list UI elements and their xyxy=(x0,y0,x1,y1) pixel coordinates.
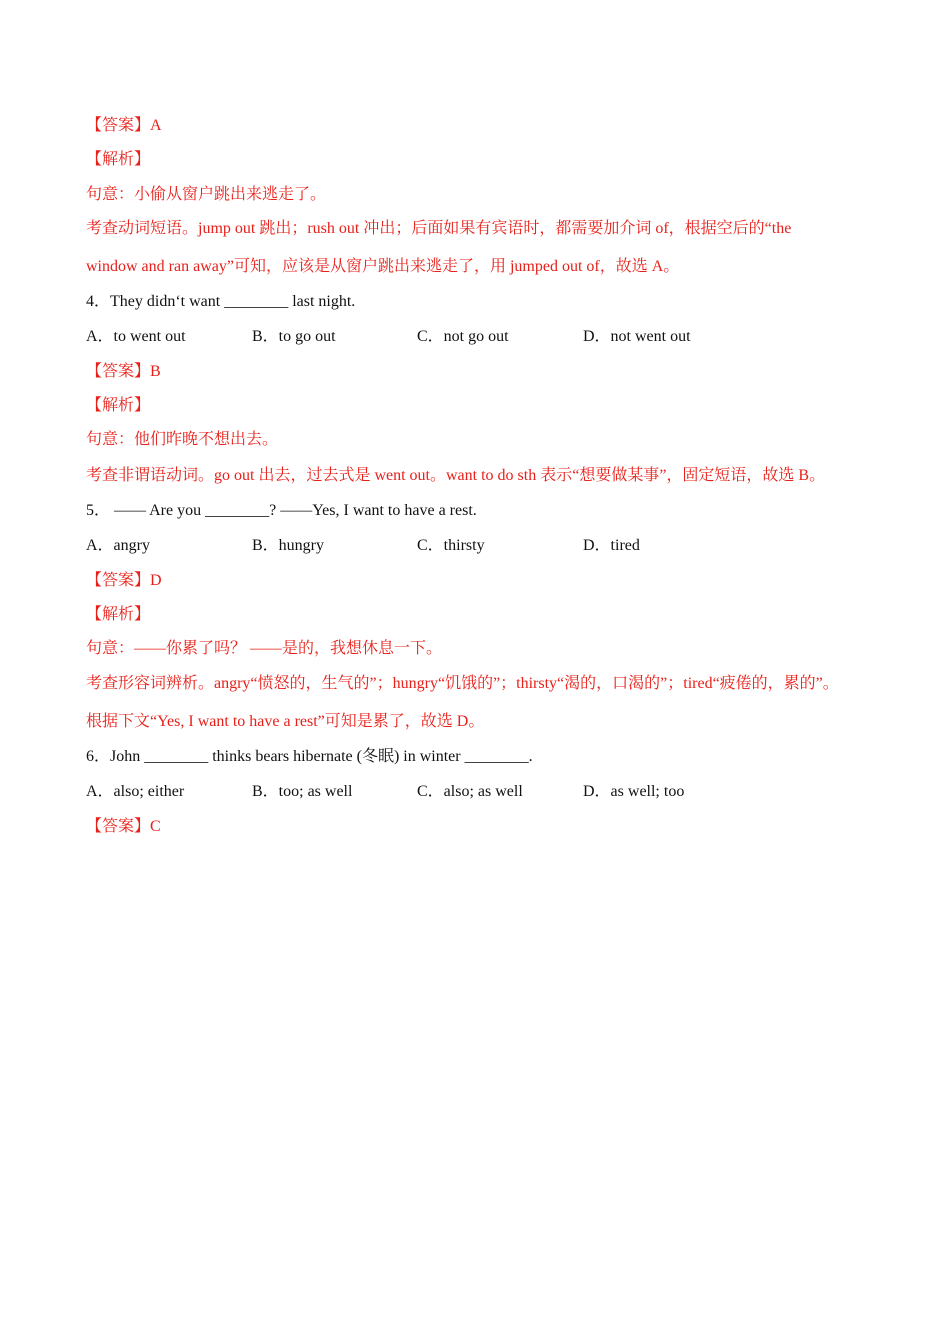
q6-option-d: D．as well; too xyxy=(583,783,685,800)
q3-explanation-line-1: 考查动词短语。jump out 跳出；rush out 冲出；后面如果有宾语时，都需要加介词 of，根据空后的“the xyxy=(86,220,792,237)
q3-analysis-label: 【解析】 xyxy=(86,151,151,168)
q4-option-b: B．to go out xyxy=(252,328,336,345)
q6-option-c: C．also; as well xyxy=(417,783,523,800)
q3-explanation-line-2: window and ran away”可知，应该是从窗户跳出来逃走了，用 jumped out of，故选 A。 xyxy=(86,258,680,275)
q6-option-b: B．too; as well xyxy=(252,783,353,800)
q6-option-a: A．also; either xyxy=(86,783,185,800)
q5-meaning: 句意：——你累了吗？ ——是的，我想休息一下。 xyxy=(86,640,443,657)
q5-analysis-label: 【解析】 xyxy=(86,606,151,623)
q4-meaning: 句意：他们昨晚不想出去。 xyxy=(86,431,279,448)
q5-option-d: D．tired xyxy=(583,537,640,554)
q4-option-c: C．not go out xyxy=(417,328,509,345)
q5-explanation-line-2: 根据下文“Yes, I want to have a rest”可知是累了，故选 D。 xyxy=(86,713,485,730)
q5-option-c: C．thirsty xyxy=(417,537,485,554)
q3-meaning: 句意：小偷从窗户跳出来逃走了。 xyxy=(86,186,327,203)
q4-answer: 【答案】B xyxy=(86,363,161,380)
q5-option-a: A．angry xyxy=(86,537,150,554)
q4-option-d: D．not went out xyxy=(583,328,691,345)
q4-analysis-label: 【解析】 xyxy=(86,397,151,414)
q5-answer: 【答案】D xyxy=(86,572,162,589)
q4-explanation-line-1: 考查非谓语动词。go out 出去，过去式是 went out。want to do sth 表示“想要做某事”，固定短语，故选 B。 xyxy=(86,467,826,484)
q5-explanation-line-1: 考查形容词辨析。angry“愤怒的，生气的”；hungry“饥饿的”；thirsty“渴的，口渴的”；tired“疲倦的，累的”。 xyxy=(86,675,839,692)
q3-answer: 【答案】A xyxy=(86,117,162,134)
q5-stem: 5． —— Are you ________? ——Yes, I want to have a rest. xyxy=(86,502,477,519)
q4-option-a: A．to went out xyxy=(86,328,186,345)
q4-stem: 4．They didn‘t want ________ last night. xyxy=(86,293,356,310)
q6-stem: 6．John ________ thinks bears hibernate (冬眠) in winter ________. xyxy=(86,748,533,765)
q5-option-b: B．hungry xyxy=(252,537,325,554)
q6-answer: 【答案】C xyxy=(86,818,161,835)
